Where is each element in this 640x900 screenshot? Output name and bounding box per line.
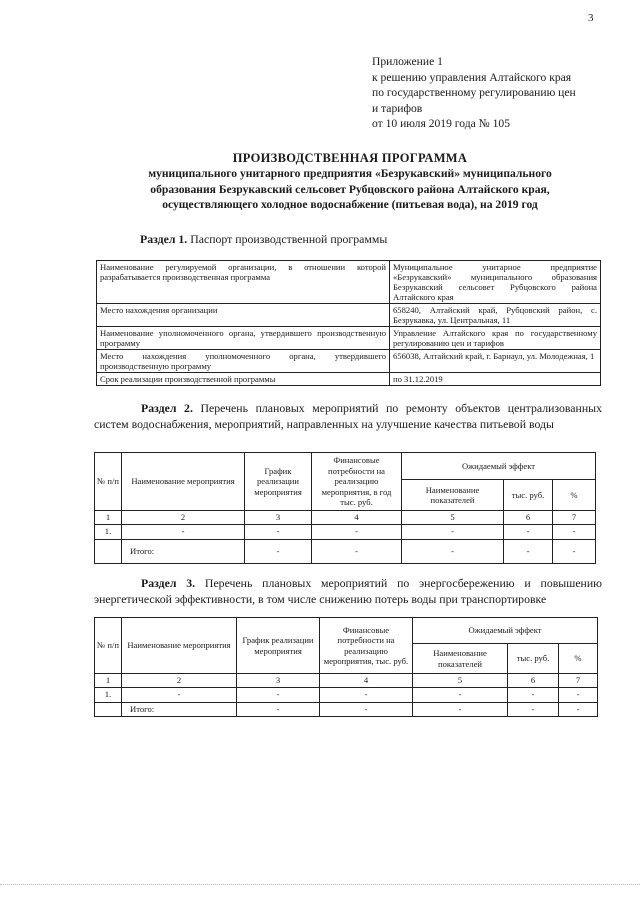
table-cell: 2 xyxy=(122,511,245,525)
table-cell: - xyxy=(237,687,320,702)
table-cell: 5 xyxy=(413,674,508,688)
table-row xyxy=(95,674,598,688)
table-cell xyxy=(95,702,122,716)
title-line: осуществляющего холодное водоснабжение (питьевая вода), на 2019 год xyxy=(162,198,538,211)
header-thousand: тыс. руб. xyxy=(508,644,559,674)
table-cell: - xyxy=(553,539,596,563)
header-finance: Финансовые потребности на реализацию мероприятия, тыс. руб. xyxy=(320,618,413,674)
section2-table xyxy=(94,452,596,564)
table-header-row xyxy=(95,618,598,644)
passport-table xyxy=(96,260,601,386)
header-schedule: График реализации мероприятия xyxy=(245,453,312,511)
table-cell: - xyxy=(402,524,504,539)
passport-label: Наименование регулируемой организации, в отношении которой разрабатывается производственная программа xyxy=(97,261,390,304)
appendix-line: и тарифов xyxy=(372,101,423,115)
table-row xyxy=(95,702,598,716)
section-title: Перечень плановых мероприятий по ремонту объектов централизованных систем водоснабжения, мероприятий, направленных на улучшение качества питьевой воды xyxy=(94,401,602,431)
table-cell: - xyxy=(122,687,237,702)
header-effect: Ожидаемый эффект xyxy=(402,453,596,480)
passport-label: Место нахождения уполномоченного органа, утвердившего производственную программу xyxy=(97,350,390,373)
table-cell: 7 xyxy=(553,511,596,525)
section-number: Раздел 3. xyxy=(141,576,196,590)
section3-heading xyxy=(94,576,602,607)
appendix-line: по государственному регулированию цен xyxy=(372,86,576,99)
header-num: № п/п xyxy=(95,453,122,511)
header-indicators: Наименование показателей xyxy=(413,644,508,674)
table-cell: - xyxy=(245,539,312,563)
title-line: муниципального унитарного предприятия «Безрукавский» муниципального xyxy=(148,167,552,180)
table-cell: 6 xyxy=(508,674,559,688)
header-percent: % xyxy=(553,480,596,511)
table-row xyxy=(95,511,596,525)
table-cell: 7 xyxy=(559,674,598,688)
table-cell: 6 xyxy=(504,511,553,525)
table-header-row xyxy=(95,453,596,480)
page-bottom-divider xyxy=(0,884,640,885)
table-row xyxy=(97,261,601,304)
table-cell: - xyxy=(508,702,559,716)
table-cell: 5 xyxy=(402,511,504,525)
table-cell: - xyxy=(245,524,312,539)
table-cell: 3 xyxy=(245,511,312,525)
table-cell: - xyxy=(559,687,598,702)
section-title: Перечень плановых мероприятий по энергосбережению и повышению энергетической эффективности, в том числе снижению потерь воды при транспортировке xyxy=(94,576,602,606)
table-cell: 1. xyxy=(95,524,122,539)
passport-value: по 31.12.2019 xyxy=(390,373,601,386)
section-number: Раздел 2. xyxy=(141,401,193,415)
table-cell: 4 xyxy=(320,674,413,688)
passport-value: 658240, Алтайский край, Рубцовский район, с. Безрукавка, ул. Центральная, 11 xyxy=(390,304,601,327)
table-cell: 4 xyxy=(312,511,402,525)
header-name: Наименование мероприятия xyxy=(122,618,237,674)
table-cell: 1 xyxy=(95,511,122,525)
title-line: образования Безрукавский сельсовет Рубцовского района Алтайского края, xyxy=(150,182,550,196)
section2-heading xyxy=(94,401,602,432)
table-cell: 1 xyxy=(95,674,122,688)
title-main: ПРОИЗВОДСТВЕННАЯ ПРОГРАММА xyxy=(232,151,468,165)
table-cell: - xyxy=(122,524,245,539)
table-cell: - xyxy=(559,702,598,716)
appendix-line: от 10 июля 2019 года № 105 xyxy=(372,117,511,130)
header-schedule: График реализации мероприятия xyxy=(237,618,320,674)
section-number: Раздел 1. xyxy=(140,232,188,246)
appendix-line: Приложение 1 xyxy=(372,55,443,68)
table-cell: 3 xyxy=(237,674,320,688)
table-row xyxy=(97,373,601,386)
table-cell: - xyxy=(312,524,402,539)
table-row xyxy=(97,304,601,327)
table-cell: - xyxy=(504,539,553,563)
header-finance: Финансовые потребности на реализацию мероприятия, в год тыс. руб. xyxy=(312,453,402,511)
appendix-block xyxy=(372,54,622,132)
table-row xyxy=(97,350,601,373)
table-row xyxy=(97,327,601,350)
table-cell: 1. xyxy=(95,687,122,702)
page-number: 3 xyxy=(588,12,594,24)
table-cell xyxy=(95,539,122,563)
table-cell: - xyxy=(553,524,596,539)
passport-label: Наименование уполномоченного органа, утвердившего производственную программу xyxy=(97,327,390,350)
header-num: № п/п xyxy=(95,618,122,674)
section3-table xyxy=(94,617,598,717)
table-row xyxy=(95,687,598,702)
header-name: Наименование мероприятия xyxy=(122,453,245,511)
table-cell: 2 xyxy=(122,674,237,688)
document-title xyxy=(90,150,610,213)
header-percent: % xyxy=(559,644,598,674)
table-cell: - xyxy=(312,539,402,563)
table-cell: - xyxy=(320,687,413,702)
header-thousand: тыс. руб. xyxy=(504,480,553,511)
table-cell: - xyxy=(413,687,508,702)
passport-value: Управление Алтайского края по государственному регулированию цен и тарифов xyxy=(390,327,601,350)
header-effect: Ожидаемый эффект xyxy=(413,618,598,644)
table-cell: - xyxy=(237,702,320,716)
table-cell: - xyxy=(320,702,413,716)
table-cell: - xyxy=(413,702,508,716)
table-cell: - xyxy=(402,539,504,563)
table-cell: - xyxy=(508,687,559,702)
table-cell: - xyxy=(504,524,553,539)
passport-value: Муниципальное унитарное предприятие «Безрукавский» муниципального образования Безрукавский сельсовет Рубцовского района Алтайского края xyxy=(390,261,601,304)
passport-value: 656038, Алтайский край, г. Барнаул, ул. Молодежная, 1 xyxy=(390,350,601,373)
section1-heading xyxy=(140,232,387,248)
total-label: Итого: xyxy=(122,702,237,716)
total-label: Итого: xyxy=(122,539,245,563)
passport-label: Место нахождения организации xyxy=(97,304,390,327)
header-indicators: Наименование показателей xyxy=(402,480,504,511)
table-row xyxy=(95,524,596,539)
section-title: Паспорт производственной программы xyxy=(190,232,388,246)
passport-label: Срок реализации производственной программы xyxy=(97,373,390,386)
table-row xyxy=(95,539,596,563)
appendix-line: к решению управления Алтайского края xyxy=(372,70,572,84)
